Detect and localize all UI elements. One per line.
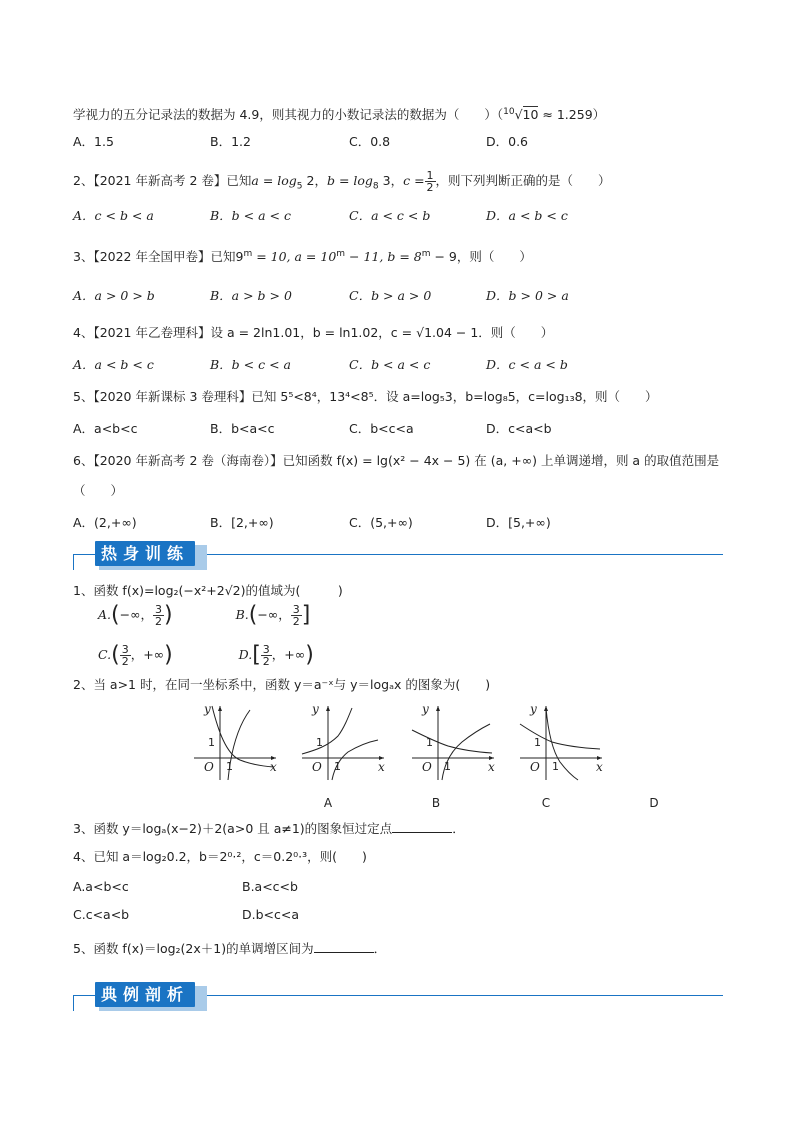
fraction-denominator: 2 xyxy=(262,655,270,668)
option-b[interactable]: B．b < a < c xyxy=(210,208,291,223)
root-radicand: 10 xyxy=(522,107,539,123)
question-4-options xyxy=(73,356,733,374)
option-c[interactable]: C．b > a > 0 xyxy=(349,288,432,303)
option-a-left: −∞， xyxy=(119,607,153,622)
section-title: 热身训练 xyxy=(95,541,195,566)
option-b[interactable]: B．[2,+∞) xyxy=(210,515,274,530)
q2-c-fraction xyxy=(425,170,436,193)
option-a[interactable]: A．a < b < c xyxy=(73,357,154,372)
option-d[interactable]: D．[5,+∞) xyxy=(486,515,551,530)
option-c[interactable]: C．b < a < c xyxy=(349,357,431,372)
option-a[interactable]: A．1.5 xyxy=(73,134,114,149)
y-axis-label: y xyxy=(422,702,429,716)
question-3-mid: = 10, a = 10 xyxy=(252,249,337,265)
q2-b-base: 8 xyxy=(372,181,379,192)
option-b[interactable]: B．b < c < a xyxy=(210,357,291,372)
x-axis-label: x xyxy=(488,760,495,774)
graph-d[interactable] xyxy=(516,700,659,810)
option-d-right: ，+∞ xyxy=(271,647,306,662)
x-one-label: 1 xyxy=(334,760,341,773)
warmup-question-1-options-row1 xyxy=(98,604,310,627)
option-a[interactable]: A．c < b < a xyxy=(73,208,154,223)
warmup-question-2: 2、当 a>1 时，在同一坐标系中，函数 y＝a⁻ˣ与 y＝logₐx 的图象为( ) xyxy=(73,677,491,692)
x-axis-label: x xyxy=(596,760,603,774)
option-d[interactable]: D．b > 0 > a xyxy=(486,288,569,303)
graph-a[interactable] xyxy=(190,700,333,810)
question-2-prefix: 2、【2021 年新高考 2 卷】已知 xyxy=(73,173,252,188)
q2-a-base: 5 xyxy=(296,181,303,192)
right-paren-icon: ) xyxy=(164,642,173,668)
right-paren-icon: ) xyxy=(164,602,173,628)
root-index: 10 xyxy=(503,107,515,117)
option-d-label[interactable]: D. xyxy=(238,647,253,662)
question-4: 4、【2021 年乙卷理科】设 a = 2ln1.01，b = ln1.02，c = √1.04 − 1．则（ ） xyxy=(73,325,554,340)
option-a[interactable]: A．a<b<c xyxy=(73,421,138,436)
origin-label: O xyxy=(204,760,214,774)
y-axis-label: y xyxy=(204,702,211,716)
warmup-question-3 xyxy=(73,820,465,838)
y-one-label: 1 xyxy=(208,736,215,749)
option-d[interactable]: D．0.6 xyxy=(486,134,529,149)
left-paren-icon: ( xyxy=(111,602,120,628)
fraction-numerator: 3 xyxy=(262,643,270,656)
y-one-label: 1 xyxy=(316,736,323,749)
question-5: 5、【2020 年新课标 3 卷理科】已知 5⁵<8⁴，13⁴<8⁵．设 a=log₅3，b=log₈5，c=log₁₃8，则（ ） xyxy=(73,389,658,404)
warmup-question-5-tail: ． xyxy=(373,941,387,956)
section-divider-tick xyxy=(73,554,74,570)
option-d[interactable]: D．c<a<b xyxy=(486,421,552,436)
section-divider-tick xyxy=(73,995,74,1011)
warmup-question-1: 1、函数 f(x)=log₂(−x²+2√2)的值域为( ) xyxy=(73,583,343,598)
graph-b[interactable] xyxy=(298,700,441,810)
warmup-question-4-options-row2 xyxy=(73,906,129,924)
fraction-numerator: 1 xyxy=(426,169,434,182)
warmup-question-4-option-d xyxy=(242,906,299,924)
left-bracket-icon: [ xyxy=(252,642,261,668)
question-3-text: 3、【2022 年全国甲卷】已知9 xyxy=(73,249,244,265)
option-a[interactable]: A．a > 0 > b xyxy=(73,288,155,303)
exponent: m xyxy=(243,249,253,259)
option-d[interactable]: D.b<c<a xyxy=(242,907,300,922)
option-d[interactable]: D．a < b < c xyxy=(486,208,568,223)
option-c[interactable]: C．0.8 xyxy=(349,134,391,149)
graph-d-label: D xyxy=(649,796,659,810)
section-title: 典例剖析 xyxy=(95,982,195,1007)
answer-blank[interactable] xyxy=(392,820,452,833)
option-b[interactable]: B．a > b > 0 xyxy=(210,288,292,303)
graph-b-label: B xyxy=(431,796,441,810)
option-a-label[interactable]: A. xyxy=(98,607,112,622)
question-3 xyxy=(73,245,532,266)
q2-b-arg: 3， xyxy=(378,173,404,188)
option-b[interactable]: B.a<c<b xyxy=(242,879,298,894)
question-3-mid2: − 11, b = 8 xyxy=(345,249,422,265)
fraction-denominator: 2 xyxy=(426,181,434,194)
option-c-fraction xyxy=(120,644,131,667)
question-intro-text: 学视力的五分记录法的数据为 4.9，则其视力的小数记录法的数据为（ ）（ xyxy=(73,107,504,123)
graph-options xyxy=(190,700,659,810)
question-2 xyxy=(73,168,611,200)
question-3-options xyxy=(73,287,733,305)
origin-label: O xyxy=(530,760,540,774)
exponent: m xyxy=(421,249,431,259)
warmup-question-4-options-row1 xyxy=(73,878,129,896)
option-c-label[interactable]: C. xyxy=(98,647,112,662)
warmup-question-5-text: 5、函数 f(x)＝log₂(2x＋1)的单调增区间为 xyxy=(73,941,314,956)
section-header-examples xyxy=(73,982,723,1014)
fraction-numerator: 3 xyxy=(121,643,129,656)
y-one-label: 1 xyxy=(534,736,541,749)
option-d[interactable]: D．c < a < b xyxy=(486,357,568,372)
exponent: m xyxy=(336,249,346,259)
option-b-label[interactable]: B. xyxy=(235,607,249,622)
x-axis-label: x xyxy=(270,760,277,774)
section-header-warmup xyxy=(73,541,723,573)
y-one-label: 1 xyxy=(426,736,433,749)
question-6: 6、【2020 年新高考 2 卷（海南卷）】已知函数 f(x) = lg(x² − 4x − 5) 在 (a, +∞) 上单调递增，则 a 的取值范围是 xyxy=(73,453,720,468)
fraction-numerator: 3 xyxy=(292,603,300,616)
origin-label: O xyxy=(312,760,322,774)
warmup-question-5 xyxy=(73,940,386,958)
question-3-tail: − 9，则（ ） xyxy=(430,249,532,265)
left-paren-icon: ( xyxy=(248,602,258,628)
graph-c-label: C xyxy=(541,796,551,810)
option-c[interactable]: C．(5,+∞) xyxy=(349,515,413,530)
warmup-question-4-option-b xyxy=(242,878,298,896)
option-c[interactable]: C．b<c<a xyxy=(349,421,414,436)
question-2-options xyxy=(73,207,733,225)
x-one-label: 1 xyxy=(552,760,559,773)
q2-b: b = log xyxy=(326,173,373,188)
question-6-options xyxy=(73,514,733,532)
right-bracket-icon: ] xyxy=(301,602,311,628)
question-6-paren: （ ） xyxy=(73,483,124,498)
fraction-denominator: 2 xyxy=(121,655,129,668)
option-b[interactable]: B．1.2 xyxy=(210,134,251,149)
warmup-question-3-tail: ． xyxy=(452,821,465,836)
graph-c[interactable] xyxy=(408,700,551,810)
option-b[interactable]: B．b<a<c xyxy=(210,421,275,436)
option-a[interactable]: A．(2,+∞) xyxy=(73,515,137,530)
hint-tail: ≈ 1.259） xyxy=(538,107,606,123)
x-one-label: 1 xyxy=(444,760,451,773)
option-b-fraction xyxy=(291,604,302,627)
fraction-denominator: 2 xyxy=(292,615,300,628)
graph-a-label: A xyxy=(323,796,333,810)
x-axis-label: x xyxy=(378,760,385,774)
y-axis-label: y xyxy=(530,702,537,716)
option-c[interactable]: C.c<a<b xyxy=(73,907,130,922)
option-a-fraction xyxy=(153,604,164,627)
x-one-label: 1 xyxy=(226,760,233,773)
option-d-fraction xyxy=(261,644,272,667)
y-axis-label: y xyxy=(312,702,319,716)
answer-blank[interactable] xyxy=(314,940,374,953)
option-a[interactable]: A.a<b<c xyxy=(73,879,129,894)
origin-label: O xyxy=(422,760,432,774)
left-paren-icon: ( xyxy=(111,642,120,668)
option-c-right: ，+∞ xyxy=(130,647,165,662)
q2-a-arg: 2， xyxy=(302,173,327,188)
q2-a: a = log xyxy=(251,173,297,188)
fraction-numerator: 3 xyxy=(155,603,162,616)
fraction-denominator: 2 xyxy=(155,615,162,628)
warmup-question-3-text: 3、函数 y＝logₐ(x−2)＋2(a>0 且 a≠1)的图象恒过定点 xyxy=(73,821,393,836)
question-2-suffix: ，则下列判断正确的是（ ） xyxy=(435,173,611,188)
warmup-question-1-options-row2 xyxy=(98,644,314,667)
question-5-options xyxy=(73,420,733,438)
question-intro-options xyxy=(73,133,733,151)
question-intro xyxy=(73,103,605,124)
root-sign-icon: √ xyxy=(514,107,523,123)
warmup-question-4: 4、已知 a＝log₂0.2，b＝2⁰·²，c＝0.2⁰·³，则( ) xyxy=(73,849,367,864)
right-paren-icon: ) xyxy=(305,642,314,668)
q2-c: c = xyxy=(403,173,425,188)
option-c[interactable]: C．a < c < b xyxy=(349,208,431,223)
option-b-left: −∞， xyxy=(257,607,291,622)
